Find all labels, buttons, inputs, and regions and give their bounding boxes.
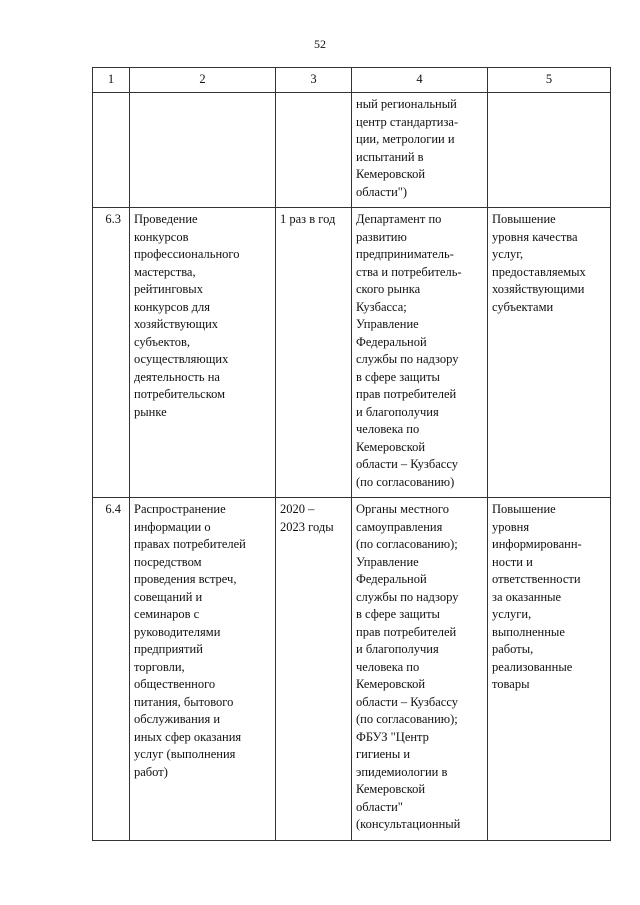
period-cell: 2020 – 2023 годы [276,498,352,841]
activity-cell [130,93,276,208]
executor-cell: ный региональный центр стандартиза- ции, метрологии и испытаний в Кемеровской области") [352,93,488,208]
table-row [93,498,611,841]
column-header-5: 5 [488,68,611,93]
period-cell [276,93,352,208]
executor-cell: Органы местного самоуправления (по согласованию); Управление Федеральной службы по надзору в сфере защиты прав потребителей и благополучия человека по Кемеровской области – Кузбассу (по согласованию); ФБУЗ "Центр гигиены и эпидемиологии в Кемеровской области" (консультационный [352,498,488,841]
result-cell: Повышение уровня информированн- ности и ответственности за оказанные услуги, выполненные работы, реализованные товары [488,498,611,841]
column-header-3: 3 [276,68,352,93]
column-header-2: 2 [130,68,276,93]
page-number: 52 [314,37,326,51]
column-header-1: 1 [93,68,130,93]
measures-table [92,67,611,841]
executor-cell: Департамент по развитию предприниматель- ства и потребитель- ского рынка Кузбасса; Управление Федеральной службы по надзору в сфере защиты прав потребителей и благополучия человека по Кемеровской области – Кузбассу (по согласованию) [352,208,488,498]
activity-cell: Проведение конкурсов профессионального мастерства, рейтинговых конкурсов для хозяйствующих субъектов, осуществляющих деятельность на потребительском рынке [130,208,276,498]
row-number: 6.4 [93,498,130,841]
activity-cell: Распространение информации о правах потребителей посредством проведения встреч, совещаний и семинаров с руководителями предприятий торговли, общественного питания, бытового обслуживания и иных сфер оказания услуг (выполнения работ) [130,498,276,841]
result-cell [488,93,611,208]
column-header-4: 4 [352,68,488,93]
row-number: 6.3 [93,208,130,498]
table-row [93,208,611,498]
table-header-row [93,68,611,93]
table-row [93,93,611,208]
result-cell: Повышение уровня качества услуг, предоставляемых хозяйствующими субъектами [488,208,611,498]
row-number [93,93,130,208]
period-cell: 1 раз в год [276,208,352,498]
